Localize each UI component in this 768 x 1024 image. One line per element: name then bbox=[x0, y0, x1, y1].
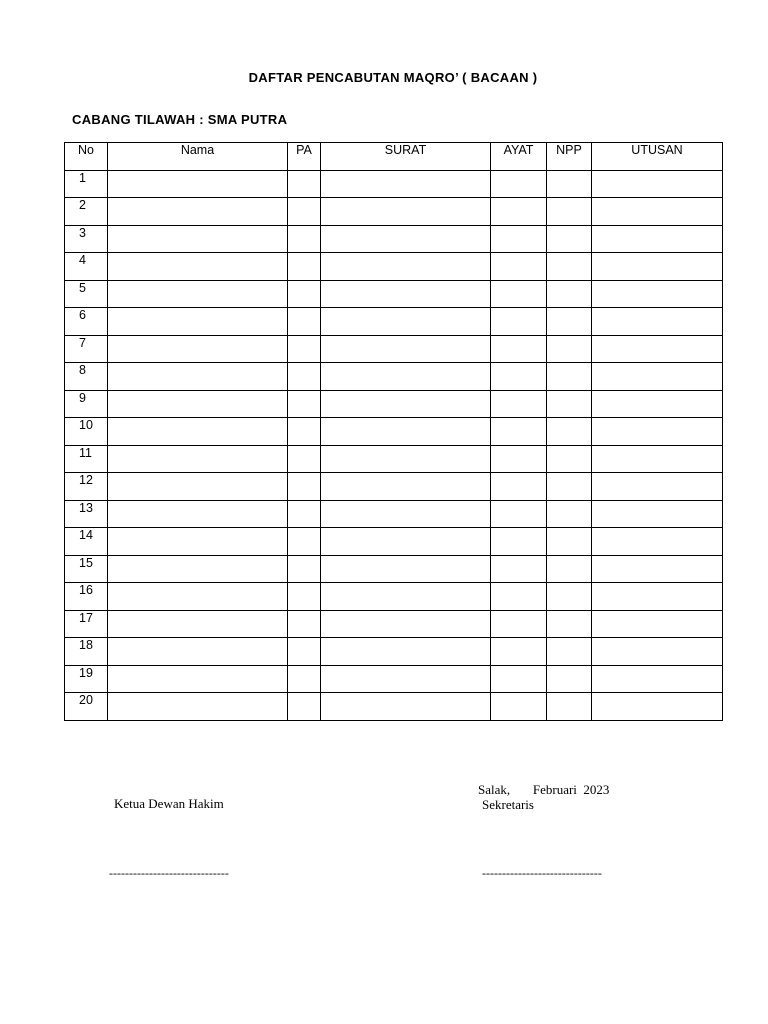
cell-utusan[interactable] bbox=[592, 693, 723, 721]
cell-surat[interactable] bbox=[321, 665, 491, 693]
cell-ayat[interactable] bbox=[491, 308, 547, 336]
cell-utusan[interactable] bbox=[592, 528, 723, 556]
cell-pa[interactable] bbox=[288, 308, 321, 336]
cell-pa[interactable] bbox=[288, 170, 321, 198]
cell-ayat[interactable] bbox=[491, 390, 547, 418]
cell-surat[interactable] bbox=[321, 583, 491, 611]
right-signature-line: ------------------------------ bbox=[482, 866, 602, 880]
cell-no: 4 bbox=[65, 253, 108, 281]
left-signatory-title: Ketua Dewan Hakim bbox=[114, 796, 224, 811]
cell-surat[interactable] bbox=[321, 363, 491, 391]
cell-npp[interactable] bbox=[547, 253, 592, 281]
cell-ayat[interactable] bbox=[491, 610, 547, 638]
cell-utusan[interactable] bbox=[592, 198, 723, 226]
cell-npp[interactable] bbox=[547, 583, 592, 611]
cell-npp[interactable] bbox=[547, 225, 592, 253]
cell-no: 3 bbox=[65, 225, 108, 253]
cell-no: 17 bbox=[65, 610, 108, 638]
cell-pa[interactable] bbox=[288, 198, 321, 226]
cell-nama[interactable] bbox=[108, 665, 288, 693]
cell-nama[interactable] bbox=[108, 473, 288, 501]
table-row bbox=[65, 418, 723, 446]
cell-npp[interactable] bbox=[547, 418, 592, 446]
cell-no: 18 bbox=[65, 638, 108, 666]
cell-no: 20 bbox=[65, 693, 108, 721]
cell-no: 1 bbox=[65, 170, 108, 198]
table-row bbox=[65, 555, 723, 583]
table-row bbox=[65, 225, 723, 253]
cell-utusan[interactable] bbox=[592, 583, 723, 611]
cell-no: 12 bbox=[65, 473, 108, 501]
cell-npp[interactable] bbox=[547, 473, 592, 501]
cell-nama[interactable] bbox=[108, 253, 288, 281]
cell-ayat[interactable] bbox=[491, 335, 547, 363]
cell-surat[interactable] bbox=[321, 445, 491, 473]
header-nama: Nama bbox=[108, 143, 288, 171]
cell-nama[interactable] bbox=[108, 225, 288, 253]
cell-nama[interactable] bbox=[108, 610, 288, 638]
cell-nama[interactable] bbox=[108, 308, 288, 336]
cell-npp[interactable] bbox=[547, 363, 592, 391]
cell-surat[interactable] bbox=[321, 280, 491, 308]
cell-npp[interactable] bbox=[547, 335, 592, 363]
cell-pa[interactable] bbox=[288, 583, 321, 611]
cell-ayat[interactable] bbox=[491, 500, 547, 528]
cell-nama[interactable] bbox=[108, 363, 288, 391]
cell-pa[interactable] bbox=[288, 225, 321, 253]
table-row bbox=[65, 610, 723, 638]
cell-surat[interactable] bbox=[321, 225, 491, 253]
cell-surat[interactable] bbox=[321, 253, 491, 281]
table-row bbox=[65, 445, 723, 473]
cell-utusan[interactable] bbox=[592, 225, 723, 253]
entry-table bbox=[64, 142, 723, 721]
cell-pa[interactable] bbox=[288, 555, 321, 583]
cell-no: 9 bbox=[65, 390, 108, 418]
cell-npp[interactable] bbox=[547, 638, 592, 666]
cell-utusan[interactable] bbox=[592, 363, 723, 391]
cell-nama[interactable] bbox=[108, 170, 288, 198]
cell-ayat[interactable] bbox=[491, 638, 547, 666]
cell-ayat[interactable] bbox=[491, 418, 547, 446]
cell-pa[interactable] bbox=[288, 638, 321, 666]
cell-utusan[interactable] bbox=[592, 473, 723, 501]
cell-pa[interactable] bbox=[288, 280, 321, 308]
cell-npp[interactable] bbox=[547, 500, 592, 528]
cell-surat[interactable] bbox=[321, 638, 491, 666]
cell-utusan[interactable] bbox=[592, 638, 723, 666]
table-row bbox=[65, 363, 723, 391]
table-row bbox=[65, 198, 723, 226]
cell-nama[interactable] bbox=[108, 528, 288, 556]
table-row bbox=[65, 390, 723, 418]
cell-npp[interactable] bbox=[547, 308, 592, 336]
cell-no: 8 bbox=[65, 363, 108, 391]
table-header-row bbox=[65, 143, 723, 171]
cell-nama[interactable] bbox=[108, 198, 288, 226]
cell-pa[interactable] bbox=[288, 390, 321, 418]
cell-no: 11 bbox=[65, 445, 108, 473]
cell-surat[interactable] bbox=[321, 500, 491, 528]
place-date: Salak, Februari 2023 bbox=[478, 782, 610, 797]
cell-surat[interactable] bbox=[321, 473, 491, 501]
cell-ayat[interactable] bbox=[491, 445, 547, 473]
cell-surat[interactable] bbox=[321, 170, 491, 198]
cell-nama[interactable] bbox=[108, 693, 288, 721]
cell-npp[interactable] bbox=[547, 693, 592, 721]
table-row bbox=[65, 170, 723, 198]
header-pa: PA bbox=[288, 143, 321, 171]
right-signatory-title: Sekretaris bbox=[482, 797, 534, 812]
table-row bbox=[65, 308, 723, 336]
cell-pa[interactable] bbox=[288, 500, 321, 528]
table-row bbox=[65, 280, 723, 308]
table-row bbox=[65, 500, 723, 528]
cell-nama[interactable] bbox=[108, 638, 288, 666]
cell-npp[interactable] bbox=[547, 555, 592, 583]
cell-no: 7 bbox=[65, 335, 108, 363]
cell-npp[interactable] bbox=[547, 280, 592, 308]
table-row bbox=[65, 638, 723, 666]
cell-nama[interactable] bbox=[108, 500, 288, 528]
cell-no: 13 bbox=[65, 500, 108, 528]
header-utusan: UTUSAN bbox=[592, 143, 723, 171]
cell-no: 14 bbox=[65, 528, 108, 556]
cell-ayat[interactable] bbox=[491, 583, 547, 611]
document-title: DAFTAR PENCABUTAN MAQRO’ ( BACAAN ) bbox=[248, 70, 538, 85]
cell-surat[interactable] bbox=[321, 610, 491, 638]
table-row bbox=[65, 693, 723, 721]
cell-npp[interactable] bbox=[547, 610, 592, 638]
cell-npp[interactable] bbox=[547, 390, 592, 418]
cell-surat[interactable] bbox=[321, 555, 491, 583]
table-row bbox=[65, 528, 723, 556]
cell-ayat[interactable] bbox=[491, 225, 547, 253]
cell-npp[interactable] bbox=[547, 528, 592, 556]
cell-pa[interactable] bbox=[288, 418, 321, 446]
cell-surat[interactable] bbox=[321, 390, 491, 418]
cell-no: 16 bbox=[65, 583, 108, 611]
cell-nama[interactable] bbox=[108, 445, 288, 473]
table-body bbox=[65, 170, 723, 720]
document-subtitle: CABANG TILAWAH : SMA PUTRA bbox=[72, 112, 288, 127]
cell-pa[interactable] bbox=[288, 693, 321, 721]
cell-ayat[interactable] bbox=[491, 363, 547, 391]
cell-utusan[interactable] bbox=[592, 418, 723, 446]
cell-ayat[interactable] bbox=[491, 555, 547, 583]
header-surat: SURAT bbox=[321, 143, 491, 171]
cell-no: 15 bbox=[65, 555, 108, 583]
cell-ayat[interactable] bbox=[491, 665, 547, 693]
header-npp: NPP bbox=[547, 143, 592, 171]
cell-nama[interactable] bbox=[108, 335, 288, 363]
cell-utusan[interactable] bbox=[592, 253, 723, 281]
cell-pa[interactable] bbox=[288, 528, 321, 556]
cell-ayat[interactable] bbox=[491, 473, 547, 501]
cell-utusan[interactable] bbox=[592, 170, 723, 198]
cell-no: 6 bbox=[65, 308, 108, 336]
cell-surat[interactable] bbox=[321, 308, 491, 336]
cell-nama[interactable] bbox=[108, 555, 288, 583]
cell-surat[interactable] bbox=[321, 335, 491, 363]
cell-utusan[interactable] bbox=[592, 500, 723, 528]
cell-no: 19 bbox=[65, 665, 108, 693]
cell-nama[interactable] bbox=[108, 418, 288, 446]
cell-ayat[interactable] bbox=[491, 253, 547, 281]
table-row bbox=[65, 583, 723, 611]
cell-pa[interactable] bbox=[288, 363, 321, 391]
cell-utusan[interactable] bbox=[592, 335, 723, 363]
table-row bbox=[65, 665, 723, 693]
cell-npp[interactable] bbox=[547, 170, 592, 198]
cell-utusan[interactable] bbox=[592, 308, 723, 336]
cell-ayat[interactable] bbox=[491, 528, 547, 556]
cell-surat[interactable] bbox=[321, 528, 491, 556]
cell-nama[interactable] bbox=[108, 390, 288, 418]
cell-no: 10 bbox=[65, 418, 108, 446]
cell-surat[interactable] bbox=[321, 198, 491, 226]
cell-pa[interactable] bbox=[288, 335, 321, 363]
cell-pa[interactable] bbox=[288, 665, 321, 693]
cell-ayat[interactable] bbox=[491, 693, 547, 721]
cell-npp[interactable] bbox=[547, 665, 592, 693]
cell-npp[interactable] bbox=[547, 445, 592, 473]
cell-no: 5 bbox=[65, 280, 108, 308]
cell-ayat[interactable] bbox=[491, 170, 547, 198]
cell-utusan[interactable] bbox=[592, 665, 723, 693]
cell-surat[interactable] bbox=[321, 418, 491, 446]
cell-no: 2 bbox=[65, 198, 108, 226]
header-ayat: AYAT bbox=[491, 143, 547, 171]
cell-utusan[interactable] bbox=[592, 280, 723, 308]
cell-utusan[interactable] bbox=[592, 555, 723, 583]
cell-ayat[interactable] bbox=[491, 280, 547, 308]
cell-pa[interactable] bbox=[288, 610, 321, 638]
cell-utusan[interactable] bbox=[592, 610, 723, 638]
table-row bbox=[65, 473, 723, 501]
cell-pa[interactable] bbox=[288, 473, 321, 501]
cell-utusan[interactable] bbox=[592, 390, 723, 418]
cell-nama[interactable] bbox=[108, 280, 288, 308]
cell-utusan[interactable] bbox=[592, 445, 723, 473]
header-no: No bbox=[65, 143, 108, 171]
cell-pa[interactable] bbox=[288, 253, 321, 281]
cell-ayat[interactable] bbox=[491, 198, 547, 226]
table-row bbox=[65, 253, 723, 281]
cell-npp[interactable] bbox=[547, 198, 592, 226]
cell-surat[interactable] bbox=[321, 693, 491, 721]
table-row bbox=[65, 335, 723, 363]
cell-pa[interactable] bbox=[288, 445, 321, 473]
left-signature-line: ------------------------------ bbox=[109, 866, 229, 880]
cell-nama[interactable] bbox=[108, 583, 288, 611]
